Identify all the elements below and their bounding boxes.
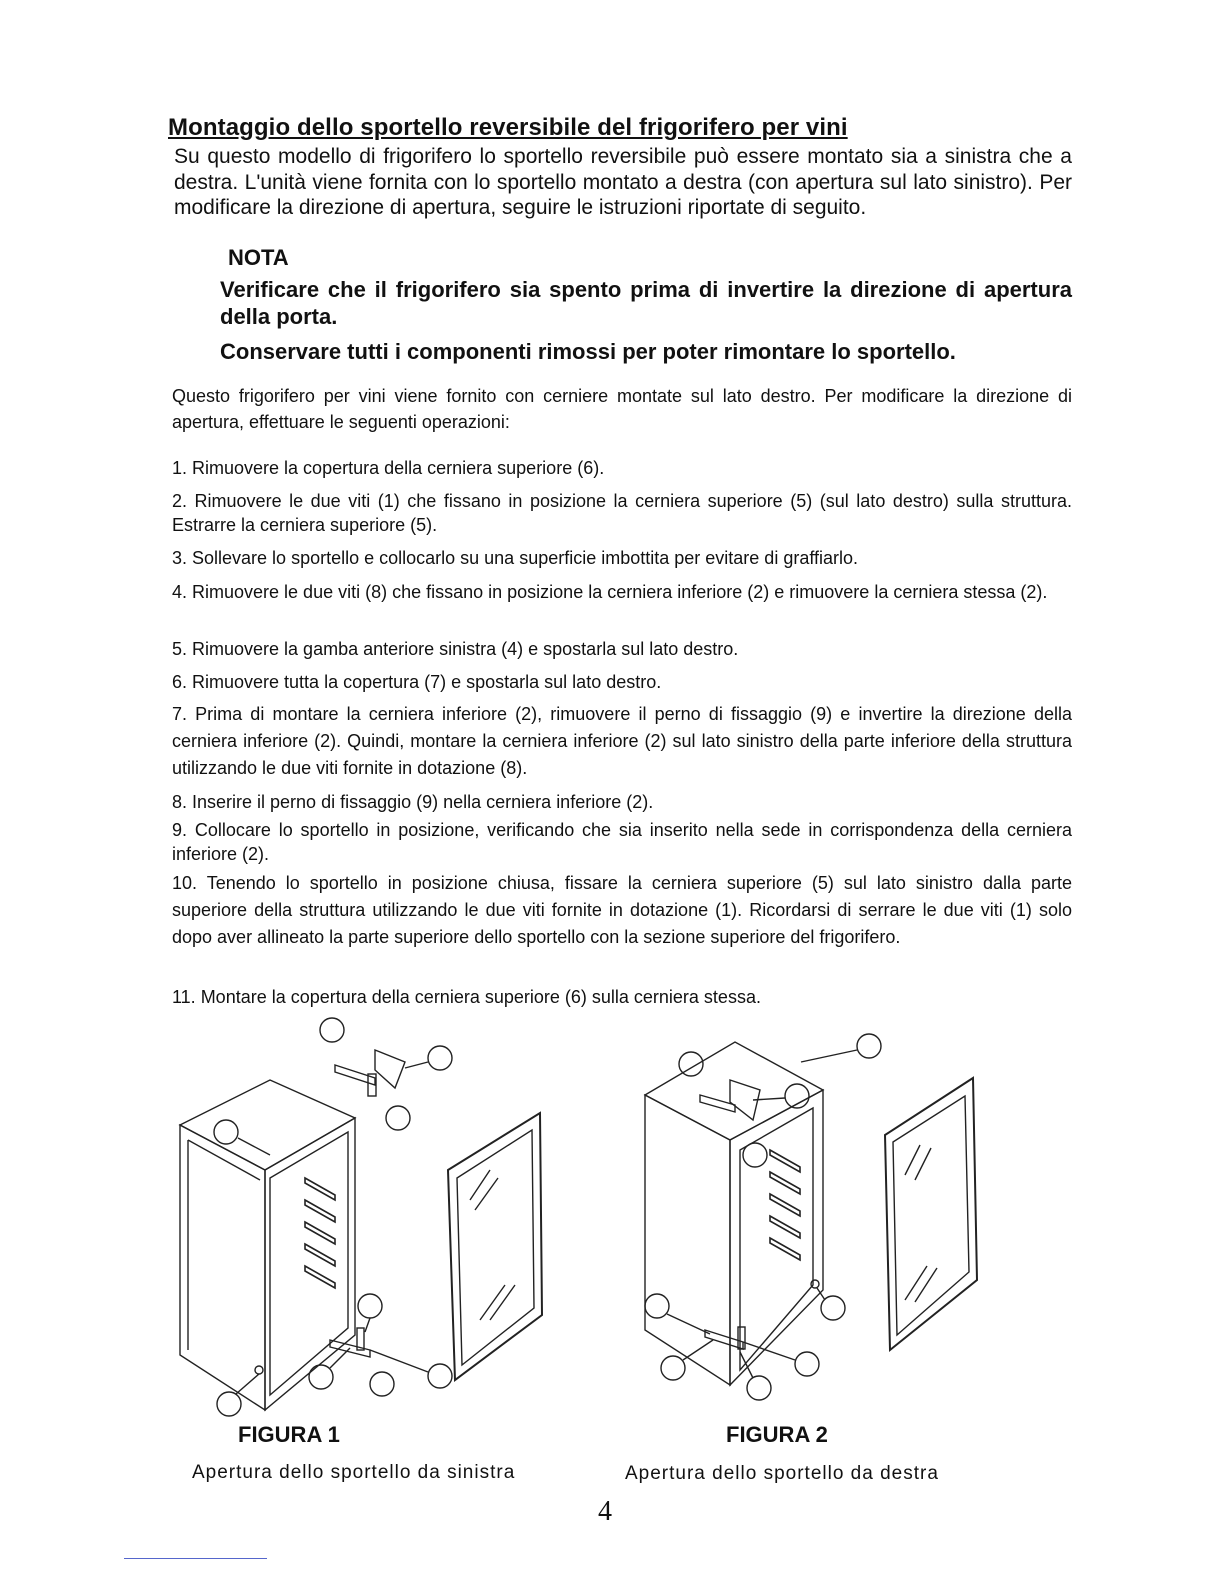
- step-7: 7. Prima di montare la cerniera inferiore (2), rimuovere il perno di fissaggio (9) e invertire la direzione della cerniera inferiore (2). Quindi, montare la cerniera inferiore (2) sul lato sinistro della parte inferiore della struttura utilizzando le due viti fornite in dotazione (8).: [172, 704, 1072, 778]
- page-number: 4: [598, 1496, 612, 1527]
- nota-warning: Verificare che il frigorifero sia spento prima di invertire la direzione di apertura della porta.: [220, 277, 1072, 329]
- step-9: 9. Collocare lo sportello in posizione, verificando che sia inserito nella sede in corrispondenza della cerniera inferiore (2).: [172, 820, 1072, 864]
- step-1: 1. Rimuovere la copertura della cerniera superiore (6).: [172, 458, 605, 478]
- figure-1-illustration: [170, 1010, 570, 1430]
- nota-keep-parts: Conservare tutti i componenti rimossi per poter rimontare lo sportello.: [220, 339, 956, 364]
- step-8: 8. Inserire il perno di fissaggio (9) nella cerniera inferiore (2).: [172, 792, 654, 812]
- step-10: 10. Tenendo lo sportello in posizione chiusa, fissare la cerniera superiore (5) sul lato sinistro dalla parte superiore della struttura utilizzando le due viti fornite in dotazione (1). Ricordarsi di serrare le due viti (1) solo dopo aver allineato la parte superiore dello sportello con la sezione superiore del frigorifero.: [172, 873, 1072, 947]
- figure-2-label: FIGURA 2: [726, 1422, 828, 1447]
- figure-1-caption: Apertura dello sportello da sinistra: [192, 1462, 516, 1483]
- nota-heading: NOTA: [228, 245, 289, 270]
- step-2: 2. Rimuovere le due viti (1) che fissano in posizione la cerniera superiore (5) (sul lato destro) sulla struttura. Estrarre la cerniera superiore (5).: [172, 491, 1072, 535]
- step-5: 5. Rimuovere la gamba anteriore sinistra (4) e spostarla sul lato destro.: [172, 639, 739, 659]
- footnote-divider: [124, 1558, 267, 1559]
- step-3: 3. Sollevare lo sportello e collocarlo su una superficie imbottita per evitare di graffiarlo.: [172, 548, 859, 568]
- lead-paragraph: Questo frigorifero per vini viene fornito con cerniere montate sul lato destro. Per modificare la direzione di apertura, effettuare le seguenti operazioni:: [172, 386, 1072, 432]
- step-4: 4. Rimuovere le due viti (8) che fissano in posizione la cerniera inferiore (2) e rimuovere la cerniera stessa (2).: [172, 582, 1048, 602]
- figure-2-illustration: [635, 1030, 995, 1430]
- figure-2-caption: Apertura dello sportello da destra: [625, 1463, 939, 1484]
- step-11: 11. Montare la copertura della cerniera superiore (6) sulla cerniera stessa.: [172, 987, 761, 1007]
- page-title: Montaggio dello sportello reversibile del frigorifero per vini: [168, 114, 848, 141]
- intro-paragraph: Su questo modello di frigorifero lo sportello reversibile può essere montato sia a sinistra che a destra. L'unità viene fornita con lo sportello montato a destra (con apertura sul lato sinistro). Per modificare la direzione di apertura, seguire le istruzioni riportate di seguito.: [174, 145, 1072, 219]
- step-6: 6. Rimuovere tutta la copertura (7) e spostarla sul lato destro.: [172, 672, 662, 692]
- figure-1-label: FIGURA 1: [238, 1422, 340, 1447]
